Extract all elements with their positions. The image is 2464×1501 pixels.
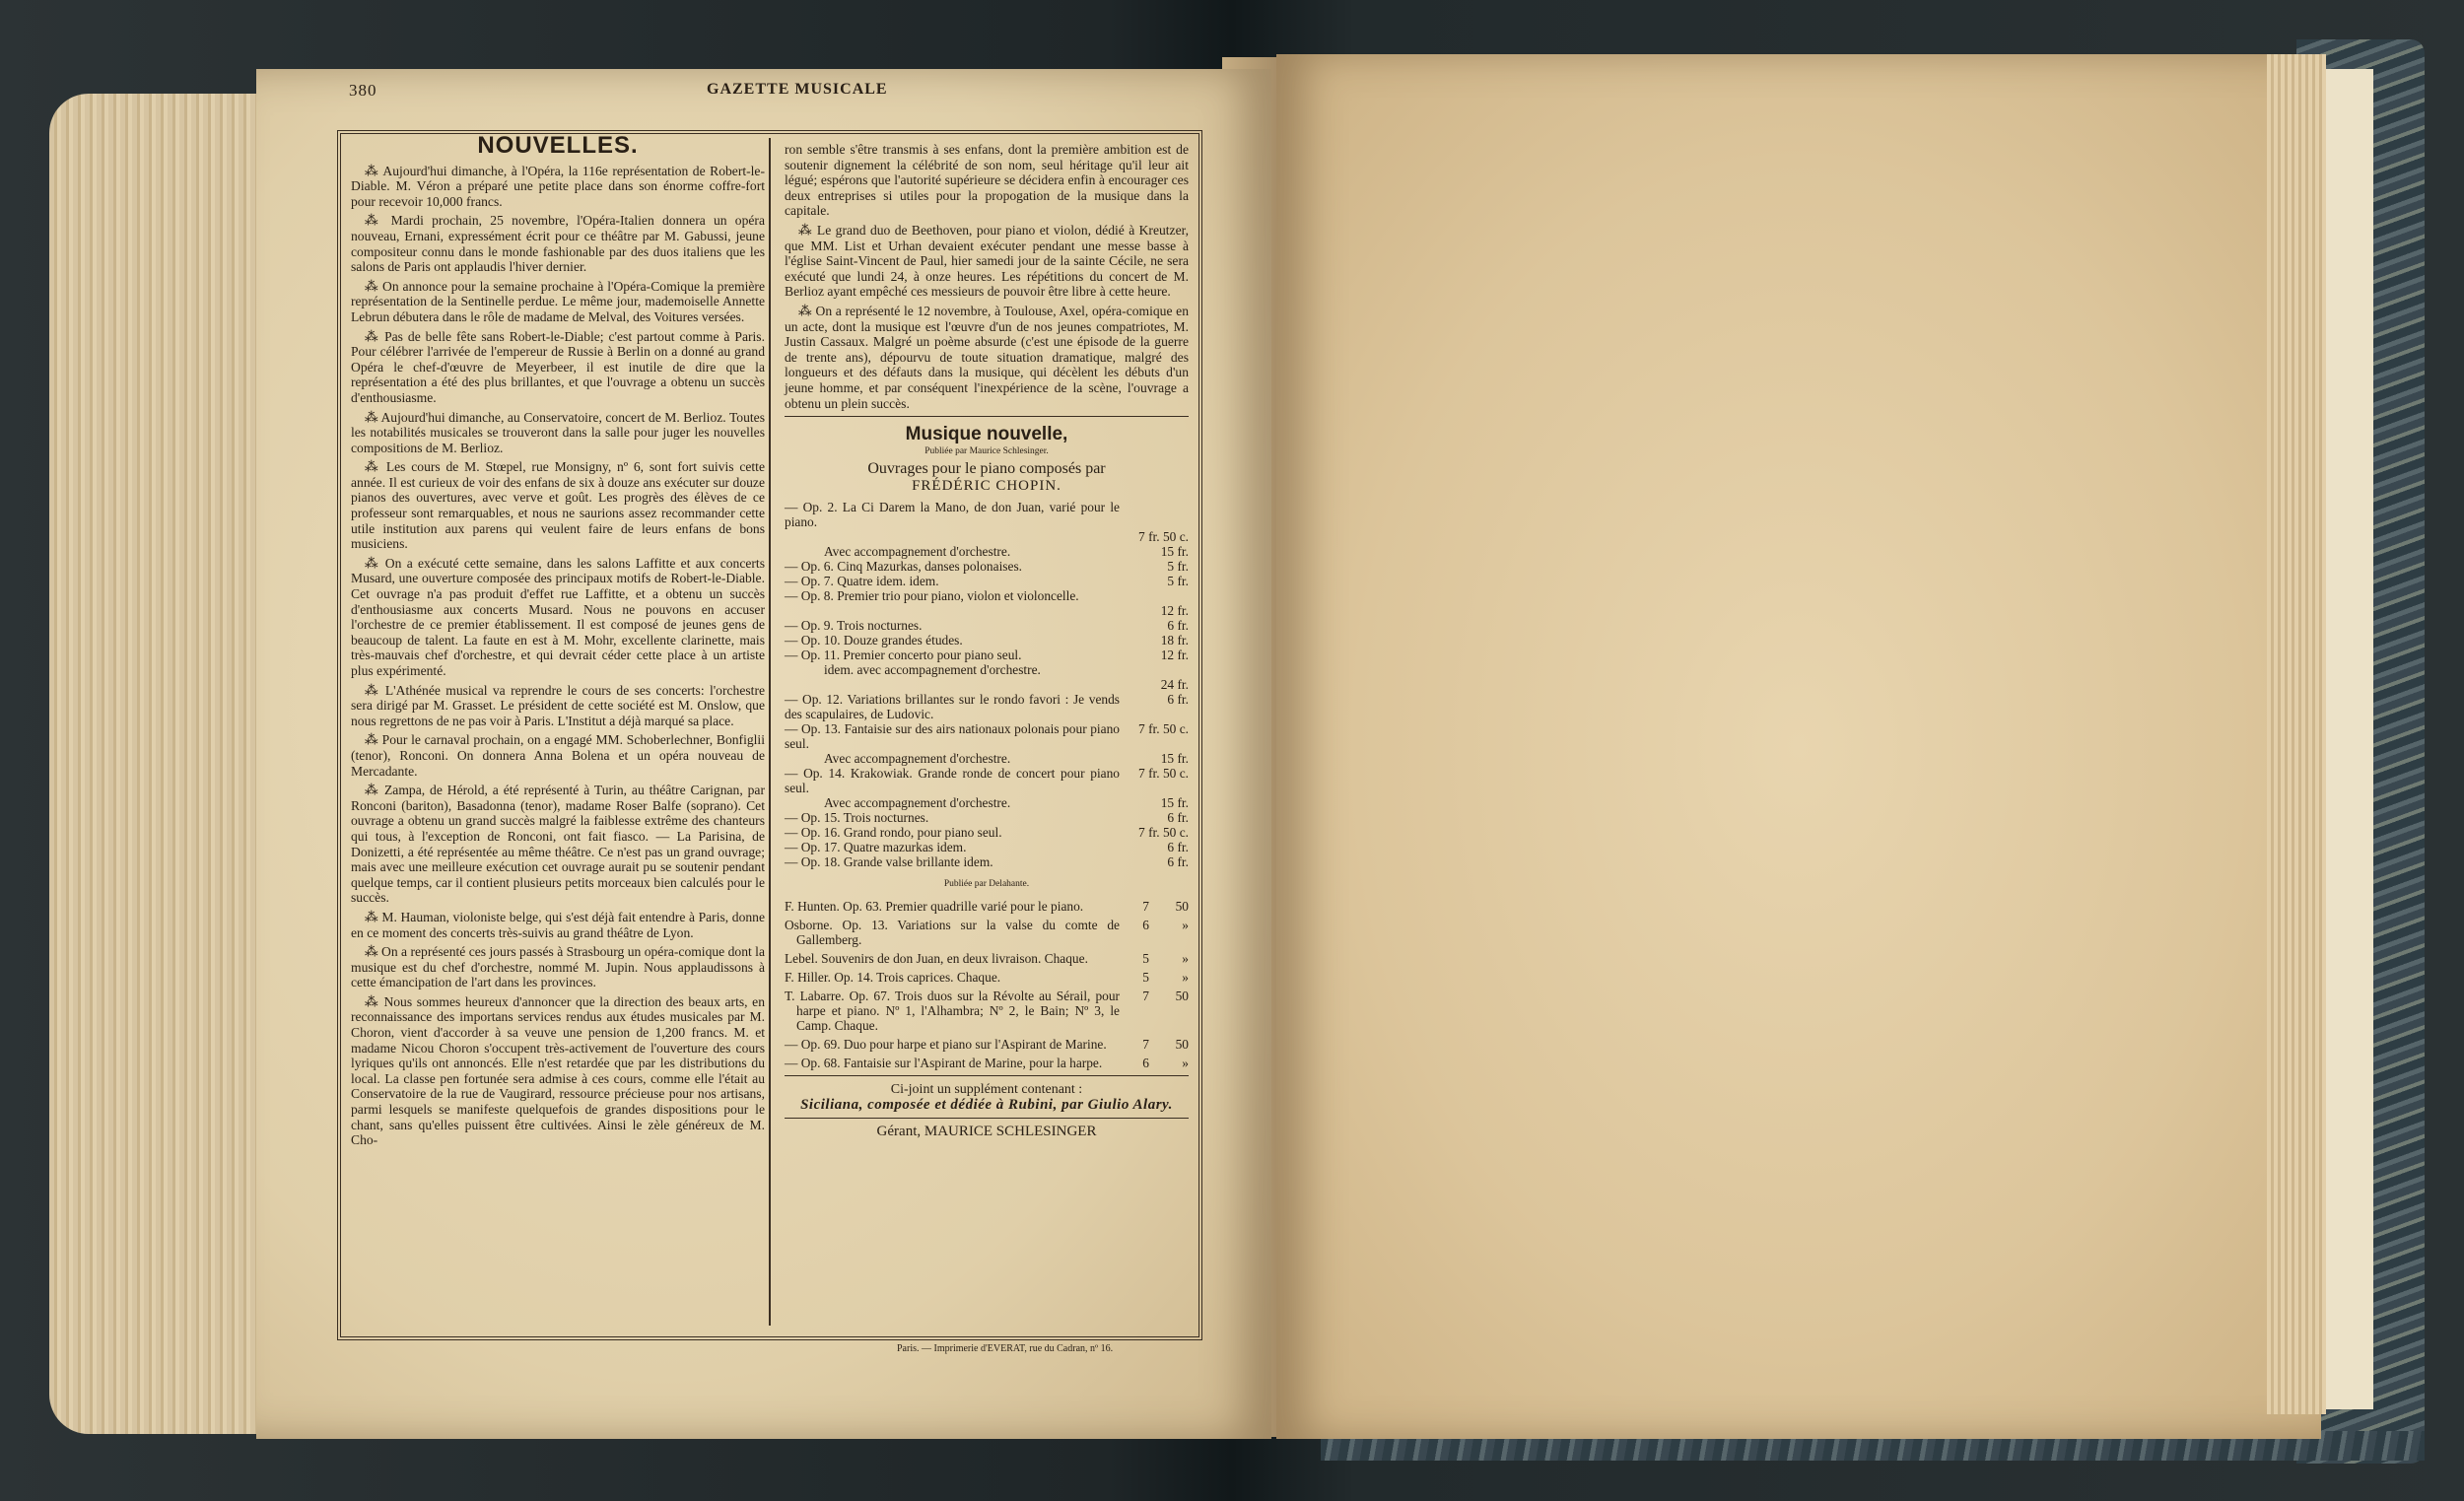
musique-subtitle: Ouvrages pour le piano composés par [867, 460, 1106, 478]
work-title: — Op. 12. Variations brillantes sur le rondo favori : Je vends des scapulaires, de Ludovic. [785, 692, 1120, 722]
work-row [785, 544, 1189, 559]
price-francs: 6 [1142, 918, 1149, 933]
price-francs: 6 [1142, 1056, 1149, 1071]
work-title: — Op. 11. Premier concerto pour piano seul. [785, 648, 1022, 663]
work-row [785, 825, 1189, 840]
work-price: 7 fr. 50 c. [1138, 721, 1189, 737]
work-row [785, 721, 1189, 751]
work-price: 7 fr. 50 c. [1138, 529, 1189, 545]
right-page-blank [1276, 54, 2321, 1439]
work-price: 7 fr. 50 c. [1138, 825, 1189, 841]
work-price: 15 fr. [1160, 795, 1189, 811]
work-price: 12 fr. [1160, 648, 1189, 663]
work-row [785, 633, 1189, 648]
work-price: 6 fr. [1167, 840, 1189, 855]
work-row [785, 766, 1189, 795]
work-price: 5 fr. [1167, 559, 1189, 575]
other-work-title: — Op. 68. Fantaisie sur l'Aspirant de Marine, pour la harpe. [785, 1056, 1103, 1071]
other-work-title: — Op. 69. Duo pour harpe et piano sur l'Aspirant de Marine. [785, 1037, 1107, 1053]
news-paragraph: ⁂ Pour le carnaval prochain, on a engagé MM. Schoberlechner, Bonfiglii (tenor), Ronconi. On donnera Anna Bolena et un opéra nouveau de Mercadante. [351, 732, 765, 779]
supplement-title: Siciliana, composée et dédiée à Rubini, par Giulio Alary. [800, 1096, 1173, 1113]
work-price: 15 fr. [1160, 751, 1189, 767]
other-work-row [785, 1037, 1189, 1052]
nouvelles-column [351, 132, 765, 1152]
continuation-paragraph: ron semble s'être transmis à ses enfans, dont la première ambition est de soutenir dignement la célébrité de son nom, seul héritage qu'il leur ait légué; espérons que l'autorité supérieure se décidera enfin à encourager ces deux entreprises si utiles pour la propogation de la musique dans la capitale. [785, 142, 1189, 219]
work-title [785, 529, 1120, 544]
news-paragraph: ⁂ Les cours de M. Stœpel, rue Monsigny, nº 6, sont fort suivis cette année. Il est curieux de voir des enfans de six à douze ans exécuter sur douze pianos des ouvertures, avec verve et goût. Les progrès des élèves de ce professeur sont remarquables, et nous ne saurions assez recommander cette utile institution aux parens qui veulent faire de leurs enfans de bons musiciens. [351, 459, 765, 552]
news-paragraph: ⁂ Nous sommes heureux d'annoncer que la direction des beaux arts, en reconnaissance des importans services rendus aux études musicales par M. Choron, vient d'accorder à sa veuve une pension de 1,200 francs. M. et madame Nicou Choron s'occupent très-activement de l'ouverture des cours lyriques qu'ils ont annoncés. Elle n'est retardée que par les distributions du local. La classe pen fortunée sera admise à ces cours, comme elle l'était au Conservatoire de la rue de Vaugirard, ressource précieuse pour nos artisans, parmi lesquels se manifeste quelquefois de grandes dispositions pour le chant, sans qu'elles puissent être cultivées. Ainsi le zèle généreux de M. Cho- [351, 993, 765, 1148]
supplement-note: Ci-joint un supplément contenant : [890, 1082, 1083, 1098]
price-francs: 5 [1142, 951, 1149, 967]
gerant-signature: Gérant, MAURICE SCHLESINGER [876, 1124, 1097, 1140]
news-paragraph: ⁂ Aujourd'hui dimanche, à l'Opéra, la 116e représentation de Robert-le-Diable. M. Véron a préparé une petite place dans son énorme coffre-fort pour recevoir 10,000 francs. [351, 163, 765, 209]
news-paragraph: ⁂ On a représenté ces jours passés à Strasbourg un opéra-comique dont la musique est du chef d'orchestre, nommé M. Jupin. Nous applaudissons à cette émancipation de l'art dans les provinces. [351, 944, 765, 990]
work-row [785, 618, 1189, 633]
work-title: Avec accompagnement d'orchestre. [824, 795, 1011, 811]
work-row [785, 677, 1189, 692]
work-title: Avec accompagnement d'orchestre. [824, 544, 1011, 560]
work-price: 5 fr. [1167, 574, 1189, 589]
work-title: Avec accompagnement d'orchestre. [824, 751, 1011, 767]
musique-title: Musique nouvelle, [905, 424, 1068, 445]
price-centimes: 50 [1175, 1037, 1189, 1053]
work-row [785, 603, 1189, 618]
other-work-row [785, 918, 1189, 947]
other-work-title: T. Labarre. Op. 67. Trois duos sur la Révolte au Sérail, pour harpe et piano. Nº 1, l'Alhambra; Nº 2, le Bain; Nº 3, le Camp. Chaque. [785, 989, 1120, 1034]
work-title: — Op. 6. Cinq Mazurkas, danses polonaises. [785, 559, 1022, 575]
price-francs: 5 [1142, 970, 1149, 986]
publisher-schlesinger: Publiée par Maurice Schlesinger. [924, 445, 1049, 456]
work-row [785, 588, 1189, 603]
news-paragraph: ⁂ On a représenté le 12 novembre, à Toulouse, Axel, opéra-comique en un acte, dont la musique est l'œuvre d'un de nos jeunes compatriotes, M. Justin Cassaux. Malgré un poème absurde (c'est une épisode de la guerre de trente ans), dépourvu de toute situation dramatique, malgré des longueurs et des défauts dans la musique, qui décèlent les débuts d'un jeune homme, et par conséquent l'inexpérience de la scène, l'ouvrage a obtenu un plein succès. [785, 303, 1189, 411]
publisher-delahante: Publiée par Delahante. [943, 879, 1030, 890]
news-paragraph: ⁂ On annonce pour la semaine prochaine à l'Opéra-Comique la première représentation de la Sentinelle perdue. Le même jour, mademoiselle Annette Lebrun débutera dans le rôle de madame de Melval, des Voitures versées. [351, 278, 765, 324]
work-row [785, 795, 1189, 810]
other-work-title: Lebel. Souvenirs de don Juan, en deux livraison. Chaque. [785, 951, 1088, 967]
work-price: 24 fr. [1160, 677, 1189, 693]
running-title: GAZETTE MUSICALE [707, 81, 888, 98]
news-paragraph: ⁂ Pas de belle fête sans Robert-le-Diable; c'est partout comme à Paris. Pour célébrer l'arrivée de l'empereur de Russie à Berlin on a donné au grand Opéra le chef-d'œuvre de Meyerbeer, il est inutile de dire que la représentation a été des plus brillantes, et que l'ouvrage a obtenu un succès d'enthousiasme. [351, 328, 765, 405]
work-title: — Op. 16. Grand rondo, pour piano seul. [785, 825, 1002, 841]
other-work-row [785, 1056, 1189, 1070]
price-centimes: » [1182, 970, 1189, 986]
price-francs: 7 [1142, 989, 1149, 1004]
work-row [785, 574, 1189, 588]
work-row [785, 559, 1189, 574]
work-title: — Op. 2. La Ci Darem la Mano, de don Juan, varié pour le piano. [785, 500, 1120, 530]
other-work-title: F. Hiller. Op. 14. Trois caprices. Chaque. [785, 970, 1001, 986]
work-title: — Op. 17. Quatre mazurkas idem. [785, 840, 967, 855]
separator [785, 416, 1189, 417]
work-price: 6 fr. [1167, 810, 1189, 826]
price-francs: 7 [1142, 899, 1149, 915]
imprint-line: Paris. — Imprimerie d'EVERAT, rue du Cadran, nº 16. [897, 1343, 1114, 1354]
column-divider [769, 138, 771, 1326]
work-title: — Op. 8. Premier trio pour piano, violon et violoncelle. [785, 588, 1079, 604]
work-title: idem. avec accompagnement d'orchestre. [824, 662, 1041, 678]
work-row [785, 648, 1189, 662]
work-title: — Op. 9. Trois nocturnes. [785, 618, 923, 634]
price-centimes: » [1182, 1056, 1189, 1071]
news-paragraph: ⁂ M. Hauman, violoniste belge, qui s'est déjà fait entendre à Paris, donne en ce moment des concerts très-suivis au grand théâtre de Lyon. [351, 909, 765, 940]
price-centimes: » [1182, 918, 1189, 933]
work-price: 15 fr. [1160, 544, 1189, 560]
chopin-works-list [785, 500, 1189, 869]
work-title [785, 677, 1120, 692]
price-francs: 7 [1142, 1037, 1149, 1053]
work-title: — Op. 15. Trois nocturnes. [785, 810, 929, 826]
work-row [785, 854, 1189, 869]
work-row [785, 810, 1189, 825]
work-title: — Op. 18. Grande valse brillante idem. [785, 854, 993, 870]
news-paragraph: ⁂ L'Athénée musical va reprendre le cours de ses concerts: l'orchestre sera dirigé par M. Grasset. Le président de cette société est M. Onslow, que nous regrettons de ne pas voir à Paris. L'Institut a déjà marqué sa place. [351, 682, 765, 728]
work-price [1120, 588, 1189, 603]
other-work-row [785, 989, 1189, 1033]
work-row [785, 500, 1189, 529]
nouvelles-title: NOUVELLES. [477, 132, 639, 159]
second-column [785, 142, 1189, 1140]
work-price: 6 fr. [1167, 854, 1189, 870]
news-paragraph: ⁂ On a exécuté cette semaine, dans les salons Laffitte et aux concerts Musard, une ouverture composée des principaux motifs de Robert-le-Diable. Cet ouvrage n'a pas produit d'effet rue Laffitte, et a obtenu un succès d'enthousiasme aux concerts Musard. Nous ne pouvons en accuser l'orchestre de ce premier établissement. Il est composé de jeunes gens de beaucoup de talent. La faute en est à M. Mohr, excellente clarinette, mais très-mauvais chef d'orchestre, et qui devrait céder cette place à un artiste plus expérimenté. [351, 555, 765, 678]
news-paragraph: ⁂ Aujourd'hui dimanche, au Conservatoire, concert de M. Berlioz. Toutes les notabilités musicales se trouveront dans la salle pour juger les nouvelles compositions de M. Berlioz. [351, 409, 765, 455]
news-paragraph: ⁂ Le grand duo de Beethoven, pour piano et violon, dédié à Kreutzer, que MM. List et Urhan devaient exécuter pendant une messe basse à l'église Saint-Vincent de Paul, hier samedi jour de la sainte Cécile, ne sera exécuté que lundi 24, à onze heures. Les répétitions du concert de M. Berlioz ayant empêché ces messieurs de pouvoir être libre à cette heure. [785, 222, 1189, 300]
work-price: 6 fr. [1167, 692, 1189, 708]
price-centimes: 50 [1175, 989, 1189, 1004]
separator [785, 1118, 1189, 1119]
separator [785, 1075, 1189, 1076]
left-page-edges [49, 94, 276, 1434]
work-title: — Op. 13. Fantaisie sur des airs nationaux polonais pour piano seul. [785, 721, 1120, 752]
col2-paragraphs [785, 223, 1189, 411]
work-title: — Op. 7. Quatre idem. idem. [785, 574, 939, 589]
other-work-row [785, 951, 1189, 966]
other-work-row [785, 970, 1189, 985]
price-centimes: » [1182, 951, 1189, 967]
page-number: 380 [349, 81, 377, 100]
work-price: 7 fr. 50 c. [1138, 766, 1189, 782]
work-price: 18 fr. [1160, 633, 1189, 648]
work-price: 6 fr. [1167, 618, 1189, 634]
work-row [785, 529, 1189, 544]
work-row [785, 751, 1189, 766]
right-page-edges [2267, 54, 2326, 1414]
price-centimes: 50 [1175, 899, 1189, 915]
work-title: — Op. 10. Douze grandes études. [785, 633, 963, 648]
other-works-list [785, 899, 1189, 1070]
composer-name: FRÉDÉRIC CHOPIN. [912, 477, 1061, 494]
news-paragraph: ⁂ Zampa, de Hérold, a été représenté à Turin, au théâtre Carignan, par Ronconi (bariton), Basadonna (tenor), madame Roser Balfe (soprano). Cet ouvrage a obtenu un grand succès malgré la faiblesse extrême des chanteurs qui tous, à l'exception de Ronconi, ont fait fiasco. — La Parisina, de Donizetti, a été représentée au même théâtre. Ce n'est pas un grand ouvrage; mais avec une meilleure exécution cet ouvrage aurait pu se soutenir pendant quelque temps, car il contient plusieurs petits morceaux bien calculés pour le succès. [351, 783, 765, 906]
nouvelles-paragraphs [351, 164, 765, 1148]
news-paragraph: ⁂ Mardi prochain, 25 novembre, l'Opéra-Italien donnera un opéra nouveau, Ernani, expressément écrit pour ce théâtre par M. Gabussi, jeune compositeur connu dans le monde fashionable par des duos italiens que les salons de Paris ont applaudis l'hiver dernier. [351, 213, 765, 275]
work-price [1120, 500, 1189, 529]
work-price: 12 fr. [1160, 603, 1189, 619]
other-work-title: Osborne. Op. 13. Variations sur la valse du comte de Gallemberg. [785, 918, 1120, 948]
work-title: — Op. 14. Krakowiak. Grande ronde de concert pour piano seul. [785, 766, 1120, 796]
other-work-row [785, 899, 1189, 914]
work-row [785, 662, 1189, 677]
work-price [1120, 662, 1189, 677]
work-row [785, 692, 1189, 721]
other-work-title: F. Hunten. Op. 63. Premier quadrille varié pour le piano. [785, 899, 1084, 915]
work-row [785, 840, 1189, 854]
work-title [785, 603, 1120, 618]
